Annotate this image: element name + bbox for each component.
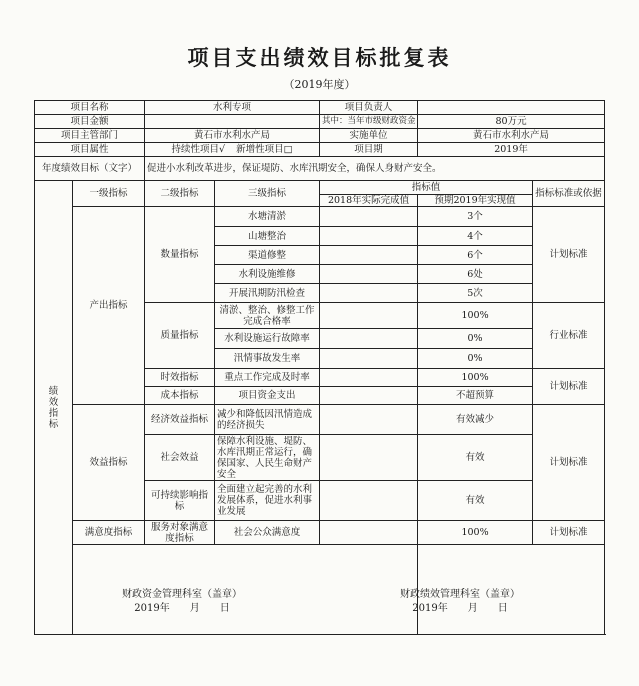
actual-2018 bbox=[320, 387, 418, 405]
expected-2019: 0% bbox=[418, 349, 533, 369]
header-row bbox=[35, 181, 605, 195]
indicator-name: 渠道修整 bbox=[215, 246, 320, 265]
goal-label: 年度绩效目标（文字） bbox=[35, 157, 145, 181]
left-date: 2019年 月 日 bbox=[134, 603, 230, 614]
side-label: 绩效指标 bbox=[35, 181, 73, 635]
project-name-label: 项目名称 bbox=[35, 101, 145, 115]
right-date: 2019年 月 日 bbox=[412, 603, 508, 614]
header-actual2018: 2018年实际完成值 bbox=[320, 195, 418, 207]
amount-blank bbox=[145, 115, 320, 129]
actual-2018 bbox=[320, 405, 418, 435]
sub-social: 社会效益 bbox=[145, 435, 215, 481]
info-row bbox=[35, 101, 605, 115]
indicator-name: 开展汛期防汛检查 bbox=[215, 284, 320, 303]
header-level2: 二级指标 bbox=[145, 181, 215, 207]
basis-plan: 计划标准 bbox=[533, 369, 605, 405]
group-effect: 效益指标 bbox=[73, 405, 145, 521]
right-office: 财政绩效管理科室（盖章） bbox=[400, 589, 520, 600]
expected-2019: 有效减少 bbox=[418, 405, 533, 435]
signature-left bbox=[82, 588, 282, 616]
actual-2018 bbox=[320, 435, 418, 481]
attr-values bbox=[145, 143, 320, 157]
period-label: 项目期 bbox=[320, 143, 418, 157]
amount-source: 其中：当年市级财政资金 bbox=[320, 115, 418, 129]
expected-2019: 100% bbox=[418, 303, 533, 329]
page-title: 项目支出绩效目标批复表 bbox=[187, 45, 452, 70]
approval-table bbox=[34, 100, 605, 635]
indicator-name: 减少和降低因汛情造成的经济损失 bbox=[215, 405, 320, 435]
table-row bbox=[35, 207, 605, 227]
actual-2018 bbox=[320, 369, 418, 387]
expected-2019: 有效 bbox=[418, 435, 533, 481]
info-row bbox=[35, 143, 605, 157]
header-expected2019: 预期2019年实现值 bbox=[418, 195, 533, 207]
indicator-name: 社会公众满意度 bbox=[215, 521, 320, 545]
actual-2018 bbox=[320, 265, 418, 284]
expected-2019: 5次 bbox=[418, 284, 533, 303]
basis-plan: 计划标准 bbox=[533, 521, 605, 545]
sub-time: 时效指标 bbox=[145, 369, 215, 387]
expected-2019: 有效 bbox=[418, 481, 533, 521]
indicator-name: 汛情事故发生率 bbox=[215, 349, 320, 369]
attr-new: 新增性项目□ bbox=[236, 144, 293, 155]
year-note: （2019年度） bbox=[283, 78, 356, 91]
goal-row bbox=[35, 157, 605, 181]
info-row bbox=[35, 115, 605, 129]
manager bbox=[418, 101, 605, 115]
expected-2019: 不超预算 bbox=[418, 387, 533, 405]
expected-2019: 3个 bbox=[418, 207, 533, 227]
expected-2019: 100% bbox=[418, 521, 533, 545]
signature-right bbox=[360, 588, 560, 616]
indicator-name: 水塘清淤 bbox=[215, 207, 320, 227]
impl: 黄石市水利水产局 bbox=[418, 129, 605, 143]
sub-economic: 经济效益指标 bbox=[145, 405, 215, 435]
group-satisfaction: 满意度指标 bbox=[73, 521, 145, 545]
actual-2018 bbox=[320, 521, 418, 545]
sub-cost: 成本指标 bbox=[145, 387, 215, 405]
expected-2019: 0% bbox=[418, 329, 533, 349]
table-row bbox=[35, 405, 605, 435]
actual-2018 bbox=[320, 246, 418, 265]
dept-label: 项目主管部门 bbox=[35, 129, 145, 143]
period: 2019年 bbox=[418, 143, 605, 157]
actual-2018 bbox=[320, 284, 418, 303]
impl-label: 实施单位 bbox=[320, 129, 418, 143]
sub-quality: 质量指标 bbox=[145, 303, 215, 369]
indicator-name: 项目资金支出 bbox=[215, 387, 320, 405]
header-level1: 一级指标 bbox=[73, 181, 145, 207]
actual-2018 bbox=[320, 207, 418, 227]
dept: 黄石市水利水产局 bbox=[145, 129, 320, 143]
amount-label: 项目金额 bbox=[35, 115, 145, 129]
info-row bbox=[35, 129, 605, 143]
indicator-name: 清淤、整治、修整工作完成合格率 bbox=[215, 303, 320, 329]
actual-2018 bbox=[320, 303, 418, 329]
actual-2018 bbox=[320, 227, 418, 246]
table-row bbox=[35, 521, 605, 545]
sub-sustain: 可持续影响指标 bbox=[145, 481, 215, 521]
indicator-name: 水利设施维修 bbox=[215, 265, 320, 284]
indicator-name: 水利设施运行故障率 bbox=[215, 329, 320, 349]
amount: 80万元 bbox=[418, 115, 605, 129]
group-output: 产出指标 bbox=[73, 207, 145, 405]
manager-label: 项目负责人 bbox=[320, 101, 418, 115]
expected-2019: 6个 bbox=[418, 246, 533, 265]
indicator-name: 保障水利设施、堤防、水库汛期正常运行，确保国家、人民生命财产安全 bbox=[215, 435, 320, 481]
actual-2018 bbox=[320, 329, 418, 349]
actual-2018 bbox=[320, 349, 418, 369]
actual-2018 bbox=[320, 481, 418, 521]
attr-ongoing: 持续性项目√ bbox=[171, 144, 226, 155]
expected-2019: 4个 bbox=[418, 227, 533, 246]
indicator-name: 重点工作完成及时率 bbox=[215, 369, 320, 387]
expected-2019: 100% bbox=[418, 369, 533, 387]
header-level3: 三级指标 bbox=[215, 181, 320, 207]
attr-label: 项目属性 bbox=[35, 143, 145, 157]
sub-service: 服务对象满意度指标 bbox=[145, 521, 215, 545]
header-value: 指标值 bbox=[320, 181, 533, 195]
basis-plan: 计划标准 bbox=[533, 405, 605, 521]
indicator-name: 全面建立起完善的水利发展体系，促进水利事业发展 bbox=[215, 481, 320, 521]
basis-industry: 行业标准 bbox=[533, 303, 605, 369]
indicator-name: 山塘整治 bbox=[215, 227, 320, 246]
expected-2019: 6处 bbox=[418, 265, 533, 284]
sub-quantity: 数量指标 bbox=[145, 207, 215, 303]
goal-text: 促进小水利改革进步，保证堤防、水库汛期安全，确保人身财产安全。 bbox=[145, 157, 605, 181]
header-basis: 指标标准或依据 bbox=[533, 181, 605, 207]
basis-plan: 计划标准 bbox=[533, 207, 605, 303]
project-name: 水利专项 bbox=[145, 101, 320, 115]
left-office: 财政资金管理科室（盖章） bbox=[122, 589, 242, 600]
